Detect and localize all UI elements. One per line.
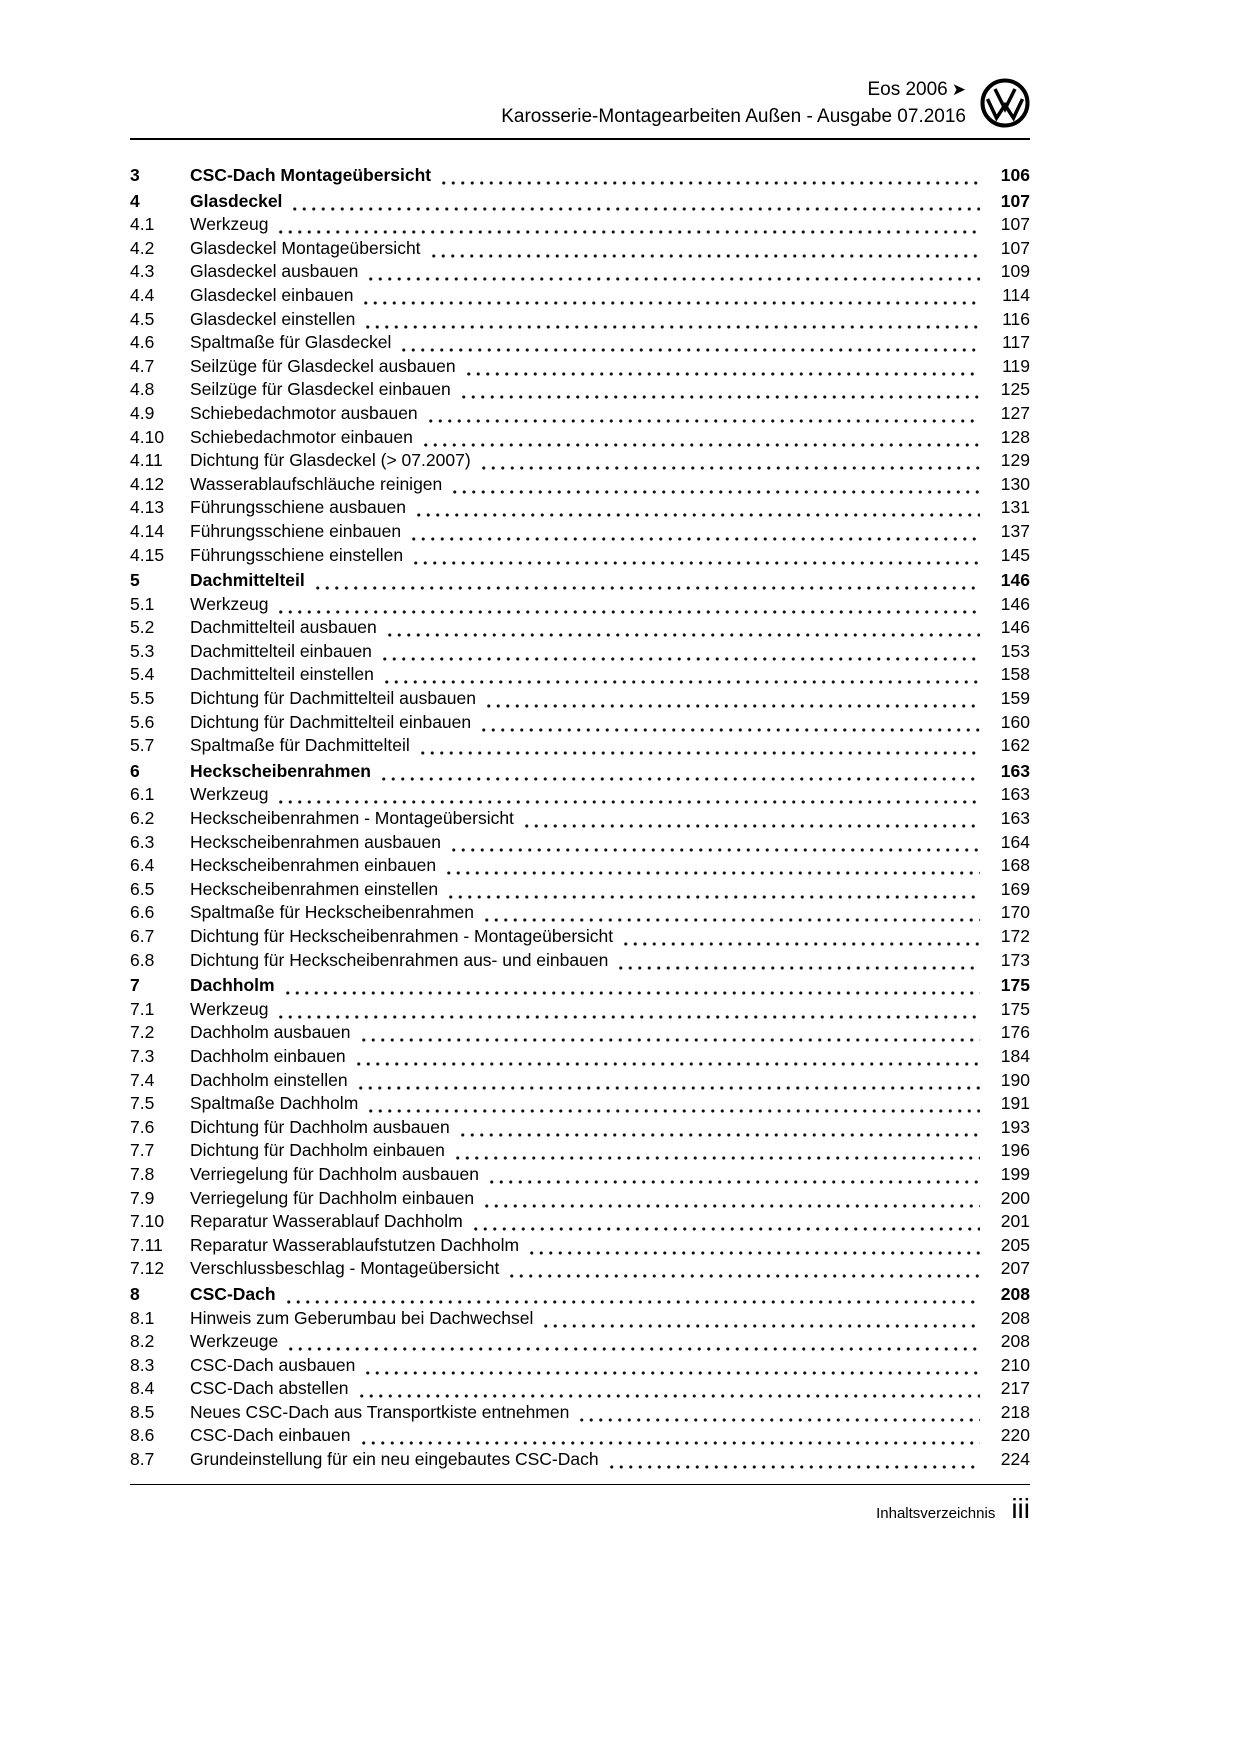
toc-entry-number: 4.6	[130, 332, 155, 353]
toc-entry-number: 5.3	[130, 640, 155, 661]
toc-entry-title: Heckscheibenrahmen einbauen	[190, 855, 437, 876]
toc-dot-leader	[380, 640, 980, 664]
toc-entry-page: 175	[1000, 998, 1030, 1019]
toc-entry	[130, 544, 1030, 568]
toc-entry-page: 160	[1000, 711, 1030, 732]
toc-entry-number: 6.1	[130, 784, 155, 805]
header-text	[501, 76, 966, 130]
toc-dot-leader	[363, 308, 980, 332]
toc-entry-title: Führungsschiene einstellen	[190, 544, 404, 565]
toc-entry-title: Glasdeckel	[190, 190, 283, 211]
toc-entry-number: 4.2	[130, 237, 155, 258]
document-subtitle: Karosserie-Montagearbeiten Außen - Ausgabe 07.2016	[501, 106, 966, 127]
toc-entry-number: 8.4	[130, 1378, 155, 1399]
toc-entry	[130, 1354, 1030, 1378]
toc-list	[130, 140, 1030, 1472]
toc-entry-page: 164	[1000, 831, 1030, 852]
toc-entry-page: 190	[1000, 1069, 1030, 1090]
toc-entry-page: 217	[1000, 1378, 1030, 1399]
toc-entry-number: 7.4	[130, 1069, 155, 1090]
toc-entry	[130, 213, 1030, 237]
toc-entry-title: Dachmittelteil	[190, 570, 305, 591]
toc-entry-title: Spaltmaße Dachholm	[190, 1093, 359, 1114]
toc-entry-title: Dichtung für Glasdeckel (> 07.2007)	[190, 450, 471, 471]
toc-entry-page: 107	[1000, 237, 1030, 258]
toc-entry	[130, 949, 1030, 973]
toc-entry-page: 129	[1000, 450, 1030, 471]
toc-entry	[130, 1234, 1030, 1258]
toc-entry-page: 130	[1000, 473, 1030, 494]
toc-entry-page: 208	[1000, 1331, 1030, 1352]
toc-entry	[130, 616, 1030, 640]
toc-entry	[130, 687, 1030, 711]
toc-entry-page: 169	[1000, 878, 1030, 899]
toc-dot-leader	[366, 260, 980, 284]
toc-entry-title: CSC-Dach	[190, 1283, 276, 1304]
toc-entry-number: 6.8	[130, 949, 155, 970]
toc-dot-leader	[357, 1377, 980, 1401]
toc-entry-page: 137	[1000, 520, 1030, 541]
toc-dot-leader	[411, 544, 980, 568]
toc-entry-page: 210	[1000, 1354, 1030, 1375]
toc-entry	[130, 260, 1030, 284]
toc-entry-title: Dachmittelteil einstellen	[190, 664, 374, 685]
toc-entry-page: 193	[1000, 1116, 1030, 1137]
toc-entry-number: 7.3	[130, 1045, 155, 1066]
toc-entry-page: 131	[1000, 497, 1030, 518]
toc-entry-title: Seilzüge für Glasdeckel ausbauen	[190, 355, 456, 376]
toc-entry	[130, 925, 1030, 949]
toc-entry-title: Heckscheibenrahmen	[190, 760, 371, 781]
toc-entry-number: 7.11	[130, 1234, 163, 1255]
toc-entry-page: 184	[1000, 1045, 1030, 1066]
toc-entry	[130, 998, 1030, 1022]
toc-dot-leader	[385, 616, 980, 640]
toc-entry-page: 114	[1002, 284, 1030, 305]
toc-entry-number: 7.12	[130, 1258, 165, 1279]
toc-dot-leader	[366, 1092, 980, 1116]
toc-entry-number: 4.11	[130, 450, 163, 471]
toc-entry-number: 7.2	[130, 1022, 155, 1043]
toc-entry-page: 109	[1000, 261, 1030, 282]
toc-entry-page: 199	[1000, 1163, 1030, 1184]
toc-entry-page: 172	[1000, 926, 1030, 946]
toc-entry-title: Seilzüge für Glasdeckel einbauen	[190, 379, 451, 400]
toc-dot-leader	[577, 1401, 980, 1425]
toc-dot-leader	[283, 974, 980, 998]
toc-entry-number: 4.12	[130, 473, 165, 494]
toc-entry	[130, 1139, 1030, 1163]
toc-dot-leader	[382, 663, 980, 687]
toc-entry	[130, 1448, 1030, 1472]
toc-entry-number: 6.6	[130, 902, 155, 923]
toc-entry-page: 159	[1000, 688, 1030, 709]
model-line	[501, 76, 966, 103]
toc-entry-page: 208	[1000, 1307, 1030, 1328]
toc-entry-page: 224	[1000, 1449, 1030, 1470]
toc-entry-title: Dichtung für Heckscheibenrahmen aus- und einbauen	[190, 949, 609, 970]
toc-dot-leader	[276, 593, 980, 617]
toc-entry-title: Reparatur Wasserablauf Dachholm	[190, 1211, 463, 1232]
toc-entry	[130, 831, 1030, 855]
toc-entry-number: 4.15	[130, 544, 165, 565]
footer-label: Inhaltsverzeichnis	[876, 1505, 996, 1522]
toc-dot-leader	[276, 213, 980, 237]
toc-entry-number: 7.6	[130, 1116, 155, 1137]
toc-entry-title: Glasdeckel einstellen	[190, 308, 356, 329]
toc-dot-leader	[399, 331, 980, 355]
toc-entry-number: 8.1	[130, 1307, 155, 1328]
toc-dot-leader	[426, 402, 980, 426]
toc-entry-title: Dichtung für Dachmittelteil einbauen	[190, 711, 472, 732]
toc-entry-page: 158	[1000, 664, 1030, 685]
page-header	[130, 0, 1030, 138]
toc-entry	[130, 1377, 1030, 1401]
toc-dot-leader	[471, 1210, 980, 1234]
toc-entry-number: 6.4	[130, 855, 155, 876]
toc-entry-title: Werkzeug	[190, 214, 269, 235]
toc-dot-leader	[458, 1116, 980, 1140]
toc-entry-number: 5.7	[130, 735, 155, 756]
toc-entry-number: 7.10	[130, 1211, 165, 1232]
toc-entry-page: 220	[1000, 1425, 1030, 1446]
model-name: Eos 2006	[867, 79, 948, 100]
toc-entry	[130, 711, 1030, 735]
toc-entry	[130, 1116, 1030, 1140]
toc-entry-title: Führungsschiene einbauen	[190, 520, 402, 541]
toc-entry-title: Dachmittelteil ausbauen	[190, 617, 377, 638]
toc-entry-title: Werkzeug	[190, 593, 269, 614]
toc-entry-page: 176	[1000, 1022, 1030, 1043]
toc-entry-page: 163	[1000, 784, 1030, 805]
toc-dot-leader	[444, 854, 980, 878]
toc-entry	[130, 783, 1030, 807]
toc-dot-leader	[484, 687, 980, 711]
page-content	[130, 0, 1030, 1472]
toc-dot-leader	[527, 1234, 980, 1258]
toc-dot-leader	[507, 1257, 980, 1281]
toc-entry	[130, 308, 1030, 332]
toc-entry-number: 8	[130, 1283, 140, 1304]
toc-entry	[130, 593, 1030, 617]
toc-entry-page: 145	[1000, 544, 1030, 565]
toc-entry	[130, 1045, 1030, 1069]
toc-dot-leader	[450, 473, 980, 497]
toc-entry-number: 4.14	[130, 520, 165, 541]
toc-entry-page: 208	[1000, 1283, 1030, 1304]
toc-entry	[130, 1424, 1030, 1448]
toc-entry-number: 5.5	[130, 688, 155, 709]
toc-entry-page: 153	[1000, 640, 1030, 661]
toc-entry	[130, 901, 1030, 925]
toc-entry-title: Führungsschiene ausbauen	[190, 497, 406, 518]
toc-dot-leader	[359, 1424, 980, 1448]
toc-dot-leader	[290, 190, 980, 214]
toc-entry-number: 4	[130, 190, 140, 211]
toc-dot-leader	[607, 1448, 980, 1472]
toc-dot-leader	[482, 1187, 980, 1211]
toc-entry	[130, 237, 1030, 261]
toc-entry-number: 6.3	[130, 831, 155, 852]
toc-entry-page: 168	[1000, 855, 1030, 876]
toc-entry-title: Dichtung für Dachholm einbauen	[190, 1140, 445, 1161]
footer-page-number: iii	[1011, 1493, 1030, 1524]
toc-entry-title: Wasserablaufschläuche reinigen	[190, 473, 443, 494]
toc-entry-title: Dachholm einstellen	[190, 1069, 348, 1090]
toc-entry	[130, 974, 1030, 998]
toc-entry	[130, 190, 1030, 214]
toc-entry-number: 5.1	[130, 593, 155, 614]
toc-dot-leader	[453, 1139, 980, 1163]
toc-dot-leader	[354, 1045, 980, 1069]
toc-entry-title: Hinweis zum Geberumbau bei Dachwechsel	[190, 1307, 534, 1328]
toc-entry-number: 7.1	[130, 998, 155, 1019]
toc-entry-number: 5.4	[130, 664, 155, 685]
toc-entry-number: 7.8	[130, 1163, 155, 1184]
toc-dot-leader	[464, 355, 980, 379]
toc-dot-leader	[363, 1354, 980, 1378]
toc-entry	[130, 284, 1030, 308]
toc-entry-number: 7.5	[130, 1093, 155, 1114]
toc-entry-number: 6.7	[130, 926, 155, 946]
toc-entry-title: Heckscheibenrahmen einstellen	[190, 878, 439, 899]
toc-entry-number: 6.5	[130, 878, 155, 899]
toc-entry-title: CSC-Dach einbauen	[190, 1425, 351, 1446]
toc-dot-leader	[276, 783, 980, 807]
toc-entry	[130, 807, 1030, 831]
toc-entry-title: Spaltmaße für Heckscheibenrahmen	[190, 902, 475, 923]
toc-entry-number: 3	[130, 165, 140, 185]
toc-entry-title: Heckscheibenrahmen - Montageübersicht	[190, 808, 514, 829]
toc-entry	[130, 1401, 1030, 1425]
toc-entry-page: 127	[1000, 402, 1030, 423]
toc-entry-page: 106	[1000, 165, 1030, 185]
toc-dot-leader	[479, 711, 980, 735]
arrow-right-icon: ➤	[951, 80, 966, 99]
toc-entry-page: 173	[1000, 949, 1030, 970]
toc-entry-number: 8.5	[130, 1401, 155, 1422]
toc-entry	[130, 878, 1030, 902]
toc-entry	[130, 355, 1030, 379]
toc-entry-number: 7	[130, 975, 140, 996]
toc-entry-page: 162	[1000, 735, 1030, 756]
toc-entry-page: 218	[1000, 1401, 1030, 1422]
toc-dot-leader	[479, 449, 980, 473]
toc-entry-number: 8.6	[130, 1425, 155, 1446]
toc-dot-leader	[421, 426, 980, 450]
toc-dot-leader	[621, 925, 980, 949]
toc-dot-leader	[414, 496, 980, 520]
toc-dot-leader	[487, 1163, 980, 1187]
toc-entry-page: 207	[1000, 1258, 1030, 1279]
toc-entry	[130, 734, 1030, 758]
toc-entry-title: Dachholm einbauen	[190, 1045, 346, 1066]
toc-entry	[130, 1330, 1030, 1354]
toc-entry-title: Neues CSC-Dach aus Transportkiste entnehmen	[190, 1401, 570, 1422]
toc-dot-leader	[418, 734, 980, 758]
toc-dot-leader	[449, 831, 980, 855]
toc-dot-leader	[286, 1330, 980, 1354]
toc-entry	[130, 1092, 1030, 1116]
toc-entry-number: 4.5	[130, 308, 155, 329]
toc-entry-title: Dichtung für Dachmittelteil ausbauen	[190, 688, 476, 709]
toc-entry-page: 201	[1000, 1211, 1030, 1232]
toc-entry-title: Dichtung für Heckscheibenrahmen - Montageübersicht	[190, 926, 614, 946]
toc-entry-page: 146	[1000, 617, 1030, 638]
toc-entry	[130, 1283, 1030, 1307]
toc-entry	[130, 164, 1030, 188]
page-footer	[130, 1484, 1030, 1525]
toc-entry	[130, 640, 1030, 664]
toc-entry-title: Werkzeuge	[190, 1331, 279, 1352]
toc-dot-leader	[459, 378, 980, 402]
toc-entry-number: 4.4	[130, 284, 155, 305]
toc-dot-leader	[482, 901, 980, 925]
toc-entry-number: 5.6	[130, 711, 155, 732]
toc-entry-title: Dachholm	[190, 975, 275, 996]
toc-dot-leader	[522, 807, 980, 831]
toc-dot-leader	[409, 520, 980, 544]
toc-entry	[130, 1257, 1030, 1281]
toc-entry-title: Spaltmaße für Dachmittelteil	[190, 735, 410, 756]
toc-entry-number: 4.1	[130, 214, 155, 235]
toc-dot-leader	[356, 1069, 980, 1093]
toc-entry-number: 8.2	[130, 1331, 155, 1352]
toc-entry	[130, 1069, 1030, 1093]
toc-entry-title: Glasdeckel ausbauen	[190, 261, 359, 282]
toc-dot-leader	[284, 1283, 980, 1307]
toc-entry-number: 5	[130, 570, 140, 591]
toc-entry-title: Heckscheibenrahmen ausbauen	[190, 831, 441, 852]
toc-entry	[130, 402, 1030, 426]
toc-entry-title: Dachholm ausbauen	[190, 1022, 351, 1043]
toc-entry-title: CSC-Dach abstellen	[190, 1378, 349, 1399]
toc-entry-title: Glasdeckel einbauen	[190, 284, 354, 305]
toc-entry-page: 170	[1000, 902, 1030, 923]
toc-dot-leader	[379, 760, 980, 784]
toc-entry-page: 175	[1000, 975, 1030, 996]
toc-entry-page: 200	[1000, 1187, 1030, 1208]
toc-entry-title: Werkzeug	[190, 784, 269, 805]
toc-dot-leader	[313, 569, 980, 593]
toc-entry-number: 4.13	[130, 497, 165, 518]
toc-entry-number: 8.3	[130, 1354, 155, 1375]
toc-entry-page: 107	[1000, 214, 1030, 235]
toc-entry	[130, 1163, 1030, 1187]
toc-entry-title: Glasdeckel Montageübersicht	[190, 237, 421, 258]
toc-entry	[130, 449, 1030, 473]
toc-entry-page: 116	[1002, 308, 1030, 329]
toc-entry-number: 4.8	[130, 379, 155, 400]
toc-entry-page: 163	[1000, 760, 1030, 781]
toc-entry-title: Verriegelung für Dachholm einbauen	[190, 1187, 475, 1208]
toc-dot-leader	[276, 998, 980, 1022]
toc-entry-page: 205	[1000, 1234, 1030, 1255]
toc-entry-title: Grundeinstellung für ein neu eingebautes CSC-Dach	[190, 1449, 599, 1470]
toc-entry-number: 4.10	[130, 426, 165, 447]
toc-entry-number: 6	[130, 760, 140, 781]
toc-entry-page: 191	[1000, 1093, 1030, 1114]
toc-entry-number: 4.9	[130, 402, 155, 423]
toc-entry-title: Spaltmaße für Glasdeckel	[190, 332, 392, 353]
toc-entry-number: 8.7	[130, 1449, 155, 1470]
toc-dot-leader	[616, 949, 980, 973]
toc-entry	[130, 1187, 1030, 1211]
toc-entry-title: CSC-Dach Montageübersicht	[190, 165, 432, 185]
toc-dot-leader	[439, 164, 980, 188]
toc-entry	[130, 331, 1030, 355]
toc-entry	[130, 520, 1030, 544]
toc-entry	[130, 760, 1030, 784]
toc-entry-number: 4.7	[130, 355, 155, 376]
toc-entry-title: CSC-Dach ausbauen	[190, 1354, 356, 1375]
toc-entry-number: 6.2	[130, 808, 155, 829]
toc-entry-page: 196	[1000, 1140, 1030, 1161]
toc-dot-leader	[429, 237, 980, 261]
toc-entry-number: 7.7	[130, 1140, 155, 1161]
toc-entry-page: 146	[1000, 570, 1030, 591]
toc-entry-number: 4.3	[130, 261, 155, 282]
toc-entry	[130, 426, 1030, 450]
toc-entry-title: Schiebedachmotor ausbauen	[190, 402, 418, 423]
toc-entry	[130, 1307, 1030, 1331]
toc-dot-leader	[361, 284, 980, 308]
toc-entry-page: 128	[1000, 426, 1030, 447]
toc-entry	[130, 569, 1030, 593]
toc-entry-title: Schiebedachmotor einbauen	[190, 426, 413, 447]
toc-entry	[130, 663, 1030, 687]
toc-dot-leader	[446, 878, 980, 902]
toc-entry-title: Verriegelung für Dachholm ausbauen	[190, 1163, 479, 1184]
toc-entry-page: 163	[1000, 808, 1030, 829]
toc-entry-title: Werkzeug	[190, 998, 269, 1019]
toc-entry-page: 125	[1000, 379, 1030, 400]
toc-entry-title: Verschlussbeschlag - Montageübersicht	[190, 1258, 500, 1279]
toc-entry	[130, 1021, 1030, 1045]
toc-entry-number: 5.2	[130, 617, 155, 638]
toc-entry-title: Dichtung für Dachholm ausbauen	[190, 1116, 450, 1137]
toc-entry	[130, 854, 1030, 878]
toc-entry-page: 119	[1002, 355, 1030, 376]
toc-entry-page: 117	[1002, 332, 1030, 353]
toc-entry	[130, 1210, 1030, 1234]
toc-dot-leader	[359, 1021, 980, 1045]
toc-entry-number: 7.9	[130, 1187, 155, 1208]
toc-entry-page: 146	[1000, 593, 1030, 614]
toc-dot-leader	[541, 1307, 980, 1331]
toc-entry	[130, 496, 1030, 520]
toc-entry	[130, 378, 1030, 402]
volkswagen-logo-icon	[980, 78, 1030, 128]
toc-entry-page: 107	[1000, 190, 1030, 211]
toc-entry-title: Dachmittelteil einbauen	[190, 640, 372, 661]
toc-entry-title: Reparatur Wasserablaufstutzen Dachholm	[190, 1234, 520, 1255]
toc-entry	[130, 473, 1030, 497]
